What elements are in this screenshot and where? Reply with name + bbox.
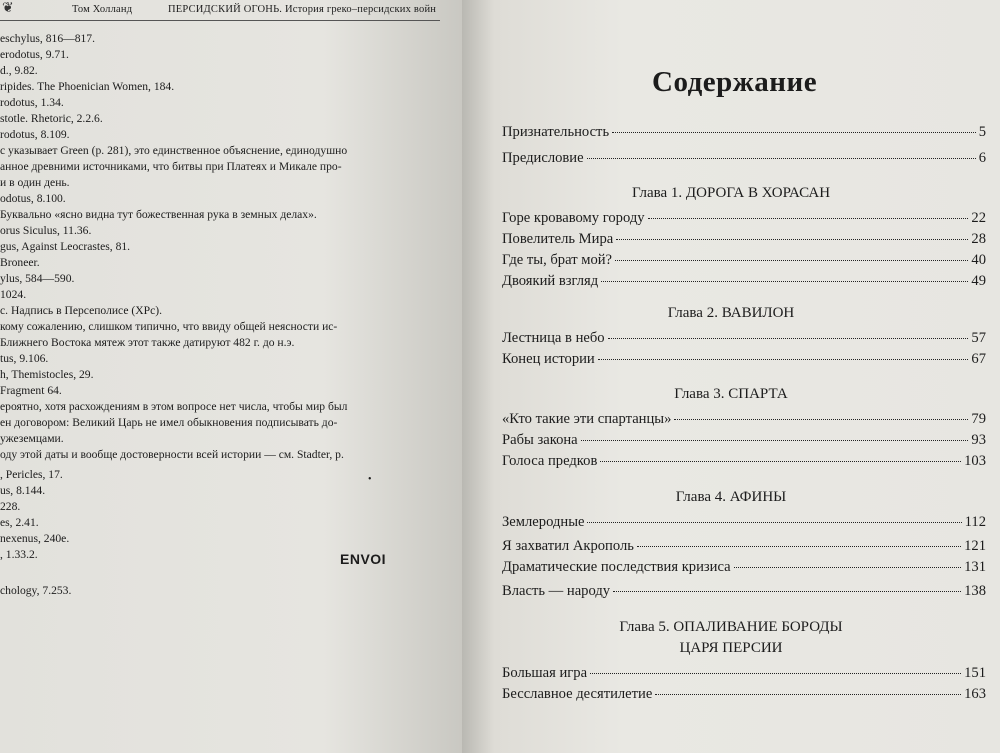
toc-page-number: 112 [964, 514, 986, 530]
toc-entry-title: Власть — народу [502, 583, 611, 599]
toc-entry [502, 411, 986, 428]
dot-leader [598, 359, 969, 360]
dot-leader [590, 673, 961, 674]
dot-leader [734, 567, 962, 568]
toc-entry [502, 124, 986, 141]
toc-entry-title: Большая игра [502, 665, 588, 681]
toc-page-number: 6 [978, 150, 986, 166]
toc-entry-title: Бесславное десятилетие [502, 686, 653, 702]
dot-leader [601, 281, 968, 282]
left-page [0, 0, 462, 753]
toc-page-number: 138 [964, 583, 986, 599]
header-book-title: ПЕРСИДСКИЙ ОГОНЬ. История греко–персидских войн [168, 4, 437, 15]
dot-leader [648, 218, 969, 219]
chapter-heading: Глава 4. АФИНЫ [675, 489, 787, 505]
toc-entry-title: «Кто такие эти спартанцы» [502, 411, 672, 427]
note-line: d., 9.82. [0, 64, 38, 77]
note-line: , 1.33.2. [0, 548, 38, 561]
dot-leader [616, 239, 968, 240]
note-line: Ближнего Востока мятеж этот также датируют 482 г. до н.э. [0, 336, 295, 349]
toc-entry [502, 514, 986, 531]
note-line: 1024. [0, 288, 27, 301]
toc-entry-title: Землеродные [502, 514, 585, 530]
chapter-heading: Глава 2. ВАВИЛОН [667, 305, 795, 321]
toc-page-number: 40 [971, 252, 986, 268]
toc-entry [502, 583, 986, 600]
note-line: es, 2.41. [0, 516, 39, 529]
toc-entry [502, 432, 986, 449]
toc-page-number: 49 [971, 273, 986, 289]
note-line: stotle. Rhetoric, 2.2.6. [0, 112, 103, 125]
note-line: кому сожалению, слишком типично, что ввиду общей неясности ис- [0, 320, 338, 333]
dot-leader [608, 338, 969, 339]
dot-leader [637, 546, 961, 547]
toc-entry-title: Горе кровавому городу [502, 210, 645, 226]
header-rule [0, 20, 440, 21]
toc-entry-title: Двоякий взгляд [502, 273, 599, 289]
note-line: rodotus, 8.109. [0, 128, 70, 141]
toc-page-number: 28 [971, 231, 986, 247]
note-line: chology, 7.253. [0, 584, 72, 597]
dot-leader [612, 132, 976, 133]
toc-entry-title: Рабы закона [502, 432, 578, 448]
note-line: tus, 9.106. [0, 352, 49, 365]
note-line: eschylus, 816—817. [0, 32, 95, 45]
envoi-heading: ENVOI [340, 551, 387, 567]
dot-leader [615, 260, 968, 261]
toc-page-number: 79 [971, 411, 986, 427]
note-line: us, 8.144. [0, 484, 46, 497]
dot-leader [674, 419, 968, 420]
note-line: 228. [0, 500, 21, 513]
note-line: оду этой даты и вообще достоверности всей истории — см. Stadter, р. [0, 448, 344, 461]
toc-entry-title: Где ты, брат мой? [502, 252, 613, 268]
toc-page-number: 151 [964, 665, 986, 681]
toc-page-number: 57 [971, 330, 986, 346]
toc-entry [502, 273, 986, 290]
toc-entry [502, 453, 986, 470]
toc-page-number: 121 [964, 538, 986, 554]
crest-icon: ❦ [2, 1, 14, 16]
toc-page-number: 22 [971, 210, 986, 226]
note-line: Broneer. [0, 256, 40, 269]
note-line: ripides. The Phoenician Women, 184. [0, 80, 175, 93]
dot-leader [581, 440, 969, 441]
toc-entry [502, 351, 986, 368]
dot-leader [587, 522, 961, 523]
note-line: ероятно, хотя расхождениям в этом вопросе нет числа, чтобы мир был [0, 400, 348, 413]
running-header [0, 1, 440, 19]
note-line: gus, Against Leocrastes, 81. [0, 240, 131, 253]
chapter-heading: Глава 5. ОПАЛИВАНИЕ БОРОДЫ [619, 619, 843, 635]
note-line: с. Надпись в Персеполисе (ХРс). [0, 304, 162, 317]
note-line: odotus, 8.100. [0, 192, 66, 205]
toc-page-number: 67 [971, 351, 986, 367]
note-line: rodotus, 1.34. [0, 96, 64, 109]
note-line: ylus, 584—590. [0, 272, 75, 285]
note-line: , Pericles, 17. [0, 468, 63, 481]
chapter-heading: Глава 1. ДОРОГА В ХОРАСАН [631, 185, 831, 201]
note-line: ужеземцами. [0, 432, 64, 445]
toc-entry-title: Лестница в небо [502, 330, 605, 346]
toc-entry [502, 252, 986, 269]
toc-entry-title: Конец истории [502, 351, 595, 367]
note-line: erodotus, 9.71. [0, 48, 69, 61]
toc-entry-title: Признательность [502, 124, 610, 140]
chapter-heading: ЦАРЯ ПЕРСИИ [679, 640, 783, 656]
toc-entry-title: Голоса предков [502, 453, 598, 469]
note-line: Буквально «ясно видна тут божественная рука в земных делах». [0, 208, 317, 221]
toc-entry-title: Драматические последствия кризиса [502, 559, 731, 575]
toc-entry [502, 538, 986, 555]
toc-entry [502, 665, 986, 682]
toc-title: Содержание [652, 66, 818, 98]
toc-page-number: 131 [964, 559, 986, 575]
toc-page-number: 5 [978, 124, 986, 140]
note-line: с указывает Green (р. 281), это единственное объяснение, единодушно [0, 144, 348, 157]
toc-entry-title: Я захватил Акрополь [502, 538, 634, 554]
dot-leader [655, 694, 961, 695]
toc-entry [502, 330, 986, 347]
note-line: nexenus, 240e. [0, 532, 70, 545]
toc-entry [502, 686, 986, 703]
note-line: и в один день. [0, 176, 70, 189]
toc-entry [502, 150, 986, 167]
note-line: orus Siculus, 11.36. [0, 224, 92, 237]
dot-leader [613, 591, 961, 592]
toc-entry-title: Предисловие [502, 150, 584, 166]
note-line: h, Themistocles, 29. [0, 368, 94, 381]
dot-leader [600, 461, 961, 462]
right-page [462, 0, 1000, 753]
dot-leader [587, 158, 976, 159]
toc-entry [502, 231, 986, 248]
header-author: Том Холланд [72, 4, 133, 15]
note-line: Fragment 64. [0, 384, 62, 397]
toc-page-number: 93 [971, 432, 986, 448]
stray-mark: • [368, 474, 372, 485]
chapter-heading: Глава 3. СПАРТА [674, 386, 788, 402]
note-line: ен договором: Великий Царь не имел обыкновения подписывать до- [0, 416, 338, 429]
toc-entry [502, 210, 986, 227]
toc-entry [502, 559, 986, 576]
toc-page-number: 163 [964, 686, 986, 702]
note-line: анное древними источниками, что битвы при Платеях и Микале про- [0, 160, 342, 173]
toc-entry-title: Повелитель Мира [502, 231, 614, 247]
toc-page-number: 103 [964, 453, 986, 469]
